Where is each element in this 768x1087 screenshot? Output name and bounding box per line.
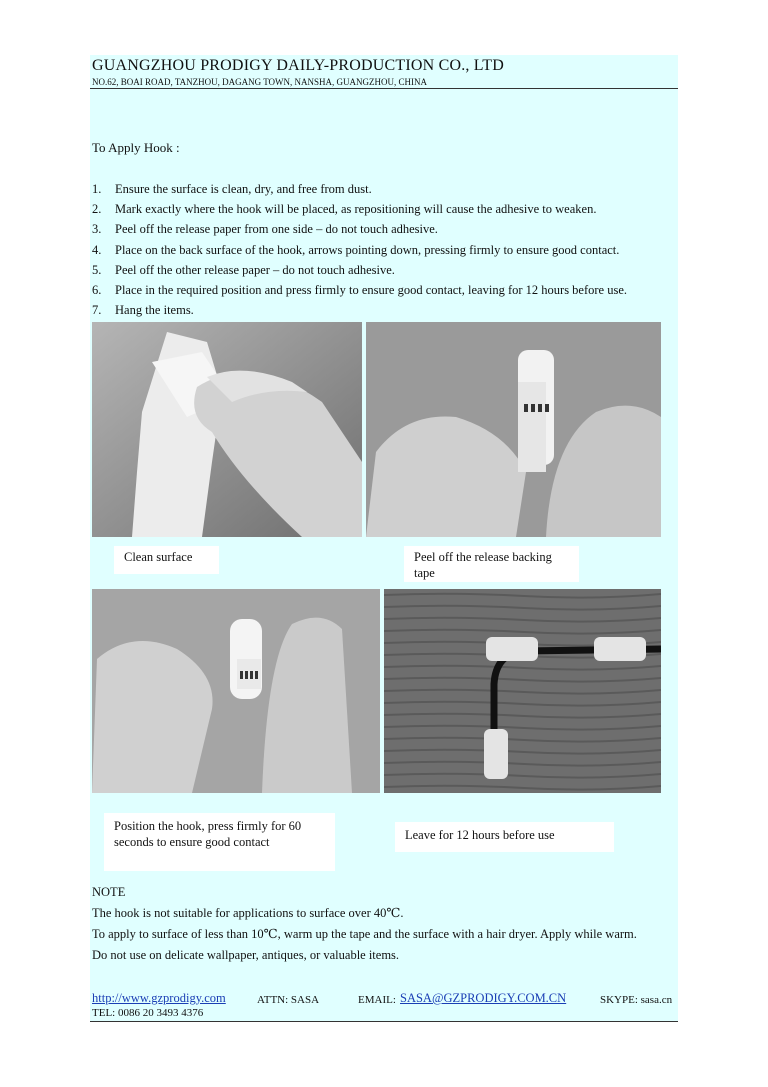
caption-position-hook: Position the hook, press firmly for 60 seconds to ensure good contact <box>104 813 335 871</box>
footer-divider <box>90 1021 678 1022</box>
note-line-wallpaper: Do not use on delicate wallpaper, antiques, or valuable items. <box>92 948 400 962</box>
step-item: 4. Place on the back surface of the hook, arrows pointing down, pressing firmly to ensure good contact. <box>92 242 620 257</box>
step-item: 5. Peel off the other release paper – do not touch adhesive. <box>92 262 395 277</box>
photo-peel-backing <box>366 322 661 537</box>
company-name: GUANGZHOU PRODIGY DAILY-PRODUCTION CO., LTD <box>92 57 505 74</box>
step-item: 7. Hang the items. <box>92 303 194 318</box>
step-item: 3. Peel off the release paper from one side – do not touch adhesive. <box>92 222 438 237</box>
photo-clean-surface <box>92 322 362 537</box>
instructions-heading: To Apply Hook : <box>92 140 180 155</box>
step-item: 6. Place in the required position and press firmly to ensure good contact, leaving for 12 hours before use. <box>92 282 628 297</box>
note-line-temperature: The hook is not suitable for applications to surface over 40℃. <box>92 906 404 920</box>
step-item: 2. Mark exactly where the hook will be placed, as repositioning will cause the adhesive to weaken. <box>92 202 597 217</box>
telephone-text: TEL: 0086 20 3493 4376 <box>92 1007 204 1019</box>
caption-peel-backing: Peel off the release backing tape <box>404 546 579 582</box>
attn-text: ATTN: SASA <box>257 994 320 1006</box>
note-line-cold-surface: To apply to surface of less than 10℃, warm up the tape and the surface with a hair dryer. Apply while warm. <box>92 927 637 941</box>
header-divider <box>90 88 678 89</box>
company-address: NO.62, BOAI ROAD, TANZHOU, DAGANG TOWN, NANSHA, GUANGZHOU, CHINA <box>92 77 428 87</box>
email-label: EMAIL: <box>358 994 396 1006</box>
note-section <box>92 882 677 966</box>
steps-list <box>92 179 627 320</box>
skype-text: SKYPE: sasa.cn <box>600 994 673 1006</box>
photo-position-hook <box>92 589 380 793</box>
website-link[interactable]: http://www.gzprodigy.com <box>92 991 226 1005</box>
email-link[interactable]: SASA@GZPRODIGY.COM.CN <box>400 991 567 1005</box>
caption-leave-12-hours: Leave for 12 hours before use <box>395 822 614 852</box>
note-heading: NOTE <box>92 885 126 899</box>
caption-clean-surface: Clean surface <box>114 546 219 574</box>
photo-leave-12-hours <box>384 589 661 793</box>
step-item: 1. Ensure the surface is clean, dry, and free from dust. <box>92 182 372 196</box>
